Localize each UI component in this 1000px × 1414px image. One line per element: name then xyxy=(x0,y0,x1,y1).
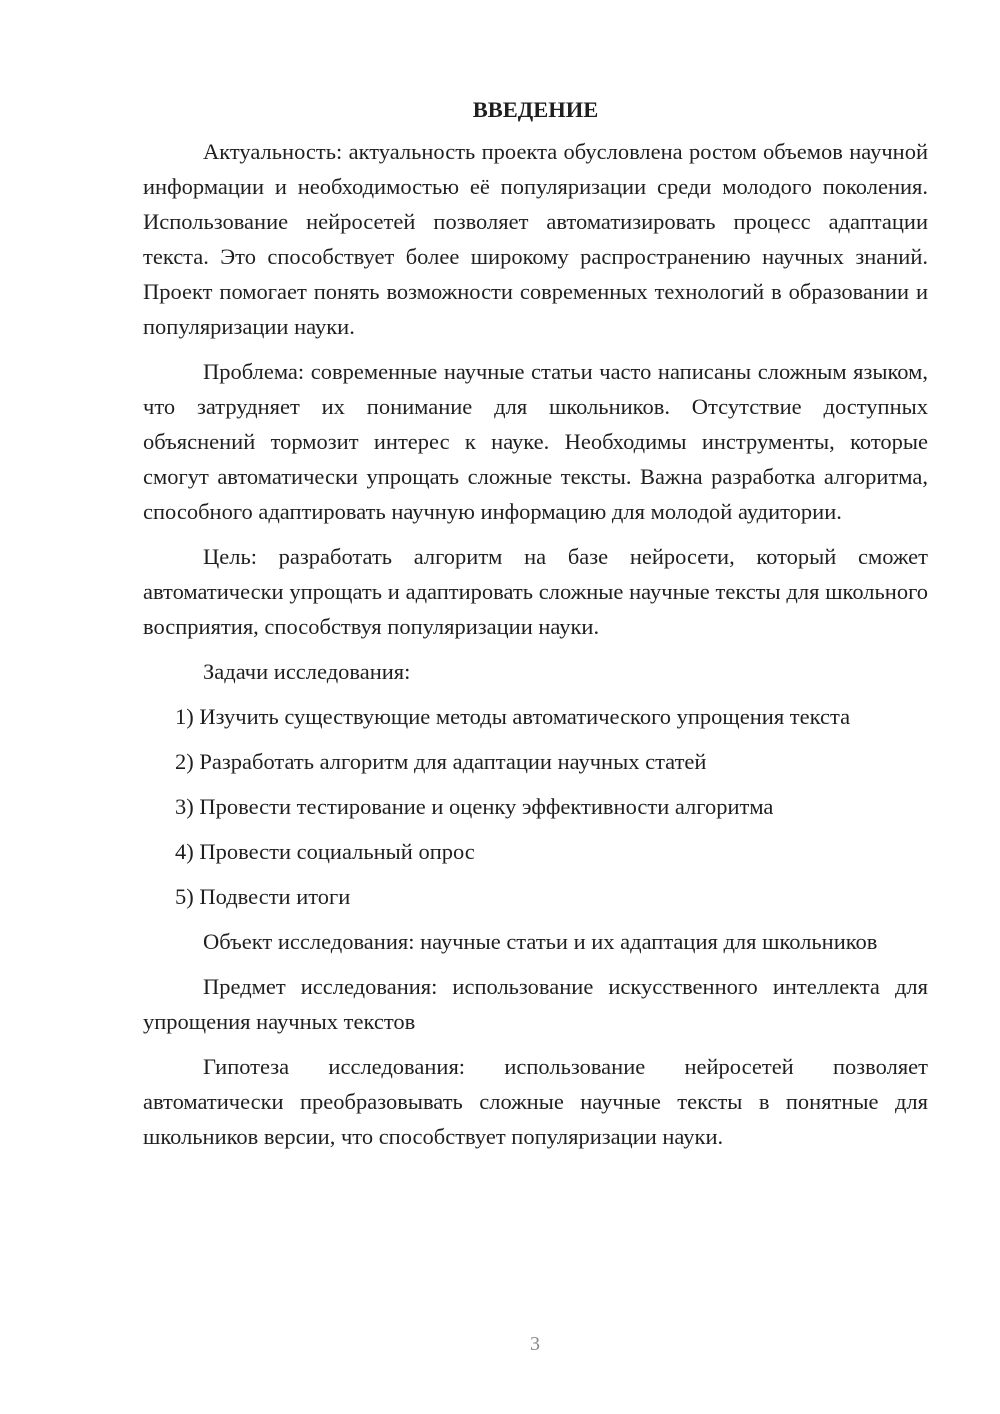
task-item-4: 4) Провести социальный опрос xyxy=(175,839,475,864)
relevance-paragraph: Актуальность: актуальность проекта обусловлена ростом объемов научной информации и необходимостью её популяризации среди молодого поколения. Использование нейросетей позволяет автоматизировать процесс адаптации текста. Это способствует более широкому распространению научных знаний. Проект помогает понять возможности современных технологий в образовании и популяризации науки. xyxy=(143,139,928,339)
problem-paragraph: Проблема: современные научные статьи часто написаны сложным языком, что затрудняет их понимание для школьников. Отсутствие доступных объяснений тормозит интерес к науке. Необходимы инструменты, которые смогут автоматически упрощать сложные тексты. Важна разработка алгоритма, способного адаптировать научную информацию для молодой аудитории. xyxy=(143,359,928,524)
page-number: 3 xyxy=(530,1333,540,1355)
hypothesis-paragraph: Гипотеза исследования: использование нейросетей позволяет автоматически преобразовывать сложные научные тексты в понятные для школьников версии, что способствует популяризации науки. xyxy=(143,1054,928,1149)
object-paragraph: Объект исследования: научные статьи и их адаптация для школьников xyxy=(203,929,878,954)
page-body xyxy=(143,92,928,1154)
section-title: ВВЕДЕНИЕ xyxy=(472,97,599,122)
task-item-1: 1) Изучить существующие методы автоматического упрощения текста xyxy=(175,704,851,729)
task-item-5: 5) Подвести итоги xyxy=(175,884,351,909)
tasks-list xyxy=(143,699,928,914)
tasks-heading: Задачи исследования: xyxy=(203,659,411,684)
subject-paragraph: Предмет исследования: использование искусственного интеллекта для упрощения научных текстов xyxy=(143,974,928,1034)
task-item-3: 3) Провести тестирование и оценку эффективности алгоритма xyxy=(175,794,774,819)
task-item-2: 2) Разработать алгоритм для адаптации научных статей xyxy=(175,749,707,774)
goal-paragraph: Цель: разработать алгоритм на базе нейросети, который сможет автоматически упрощать и адаптировать сложные научные тексты для школьного восприятия, способствуя популяризации науки. xyxy=(143,544,928,639)
